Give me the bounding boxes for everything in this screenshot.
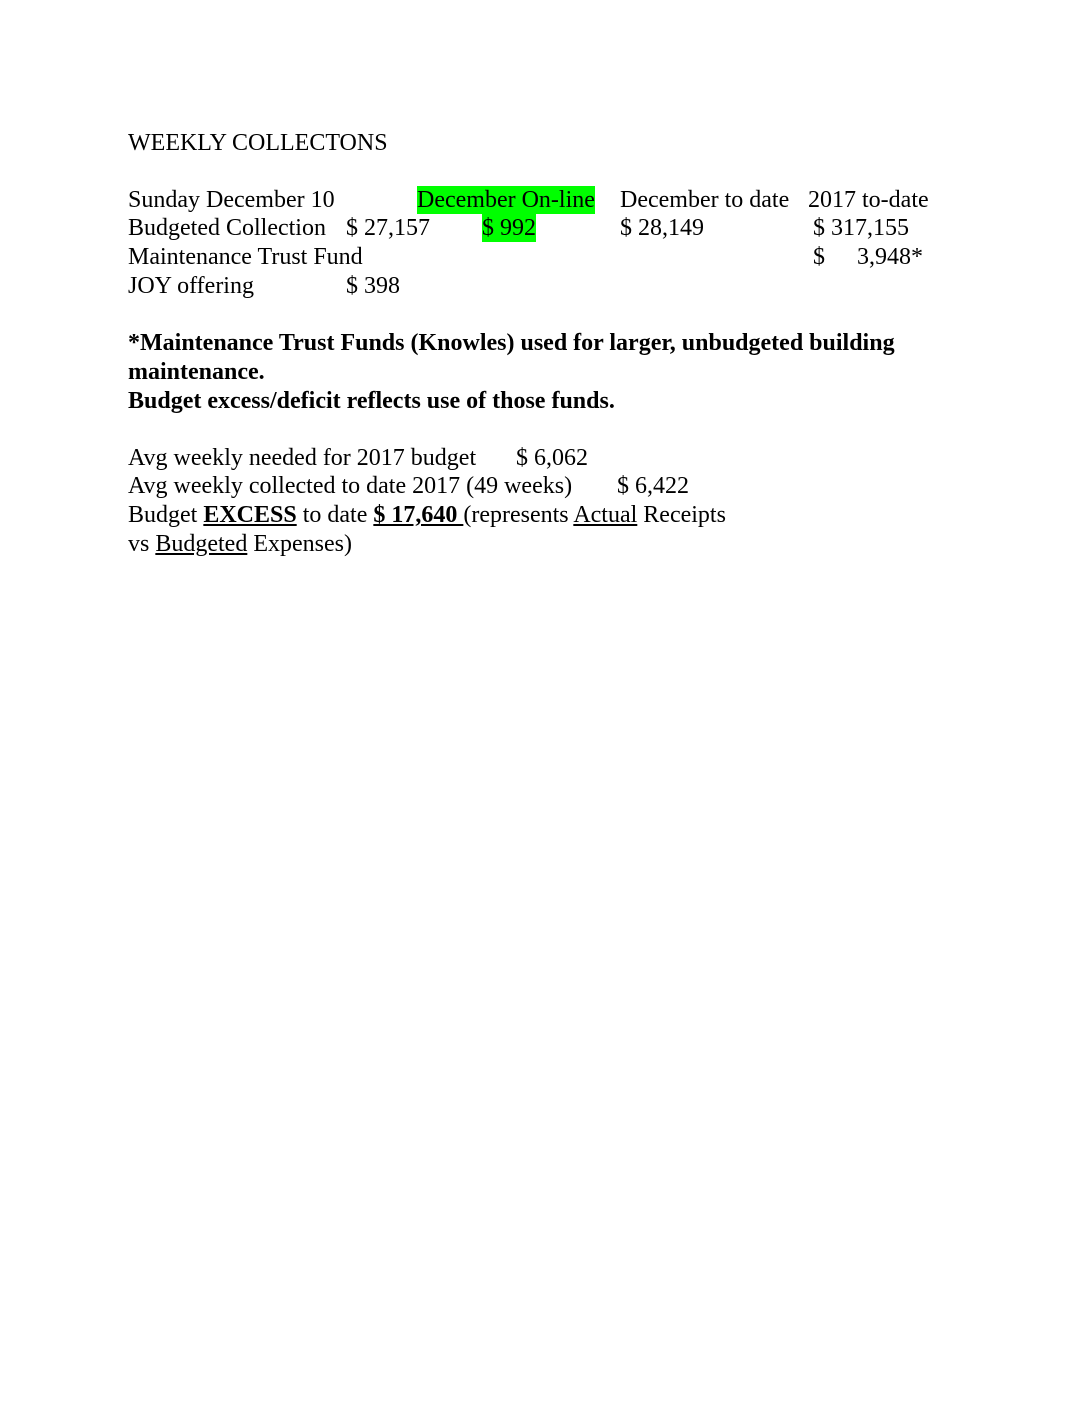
budget-excess-budgeted: Budgeted <box>155 531 248 557</box>
budget-excess-line-2 <box>128 530 352 558</box>
row-budgeted-year-to-date: $ 317,155 <box>813 215 909 241</box>
row-budgeted-amount: $ 27,157 <box>346 215 430 241</box>
row-budgeted-online: $ 992 <box>482 215 536 241</box>
budget-excess-actual: Actual <box>573 502 638 528</box>
avg-collected-label: Avg weekly collected to date 2017 (49 weeks) <box>128 473 573 499</box>
budget-excess-vs: vs <box>128 531 156 557</box>
note-line-3: Budget excess/deficit reflects use of those funds. <box>128 388 615 414</box>
budget-excess-expenses: Expenses) <box>247 531 352 557</box>
avg-collected-value: $ 6,422 <box>617 473 689 499</box>
row-maintenance-currency: $ <box>813 244 825 270</box>
avg-needed-label: Avg weekly needed for 2017 budget <box>128 445 477 471</box>
avg-needed-value: $ 6,062 <box>516 445 588 471</box>
header-sunday-date: Sunday December 10 <box>128 187 335 213</box>
budget-excess-line <box>128 501 726 529</box>
budget-excess-receipts: Receipts <box>637 502 726 528</box>
row-maintenance-label: Maintenance Trust Fund <box>128 244 363 270</box>
budget-excess-paren-start: (represents <box>463 502 574 528</box>
budget-excess-mid: to date <box>296 502 374 528</box>
note-line-1: *Maintenance Trust Funds (Knowles) used for larger, unbudgeted building <box>128 330 895 356</box>
row-joy-amount: $ 398 <box>346 273 400 299</box>
row-budgeted-label: Budgeted Collection <box>128 215 326 241</box>
budget-excess-keyword: EXCESS <box>203 502 297 528</box>
header-december-online: December On-line <box>417 187 595 213</box>
budget-excess-amount: $ 17,640 <box>373 502 464 528</box>
header-year-to-date: 2017 to-date <box>808 187 929 213</box>
budget-excess-prefix: Budget <box>128 502 204 528</box>
row-budgeted-month-to-date: $ 28,149 <box>620 215 704 241</box>
note-line-2: maintenance. <box>128 359 265 385</box>
header-december-to-date: December to date <box>620 187 790 213</box>
document-title: WEEKLY COLLECTONS <box>128 130 388 156</box>
row-joy-label: JOY offering <box>128 273 254 299</box>
row-maintenance-value: 3,948* <box>857 244 923 270</box>
